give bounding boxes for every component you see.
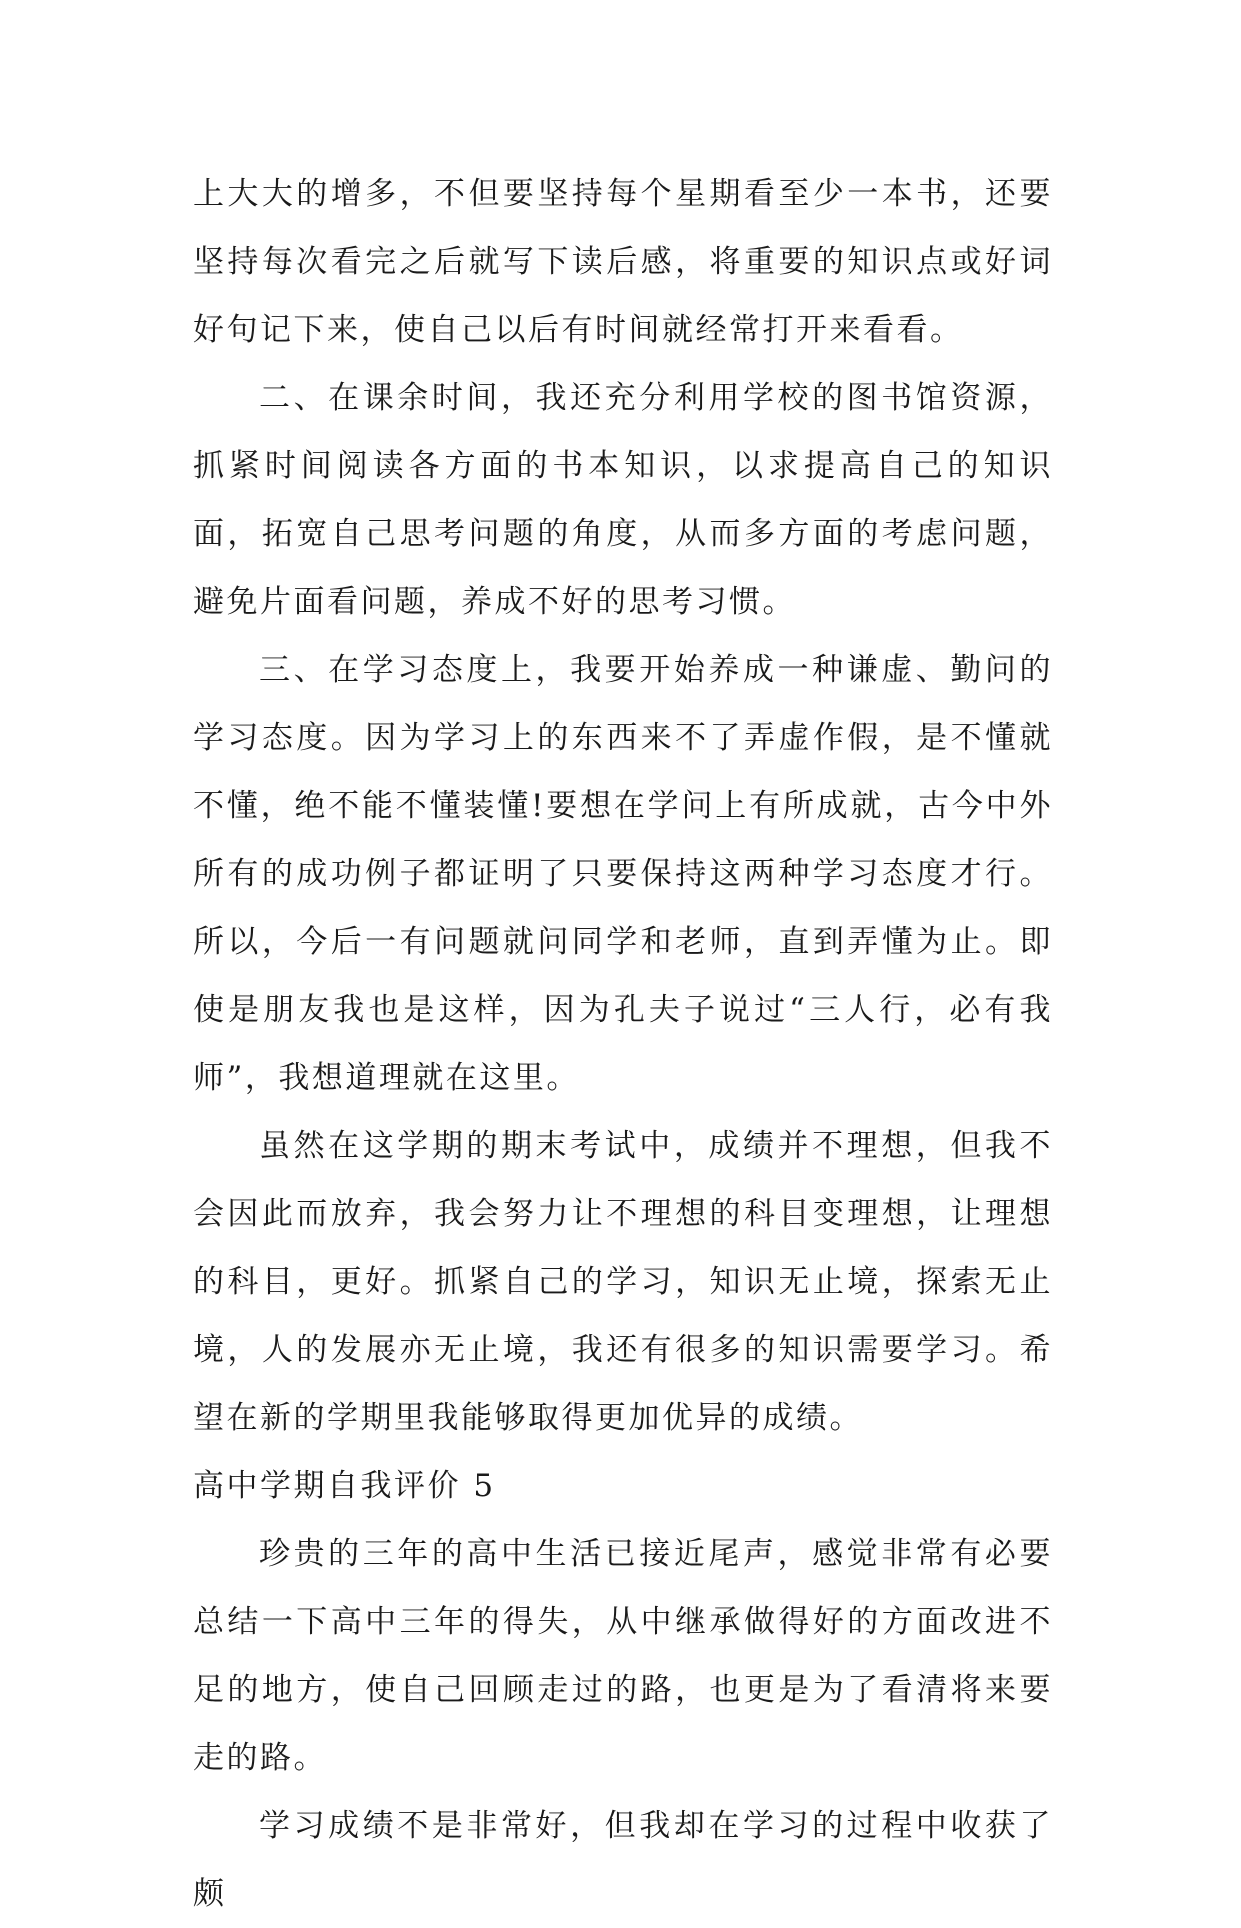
paragraph-study-attitude: 三、在学习态度上，我要开始养成一种谦虚、勤问的学习态度。因为学习上的东西来不了弄虚作假，是不懂就不懂，绝不能不懂装懂!要想在学问上有所成就，古今中外所有的成功例子都证明了只要保持这两种学习态度才行。所以，今后一有问题就问同学和老师，直到弄懂为止。即使是朋友我也是这样，因为孔夫子说过“三人行，必有我师”，我想道理就在这里。 [193, 652, 1053, 1096]
paragraph-reading-habits: 上大大的增多，不但要坚持每个星期看至少一本书，还要坚持每次看完之后就写下读后感，将重要的知识点或好词好句记下来，使自己以后有时间就经常打开来看看。 [193, 176, 1053, 348]
section-heading: 高中学期自我评价 5 [193, 1468, 496, 1504]
paragraph-study-results: 学习成绩不是非常好，但我却在学习的过程中收获了颇 [193, 1808, 1053, 1912]
paragraph-high-school-summary: 珍贵的三年的高中生活已接近尾声，感觉非常有必要总结一下高中三年的得失，从中继承做得好的方面改进不足的地方，使自己回顾走过的路，也更是为了看清将来要走的路。 [193, 1536, 1053, 1776]
paragraph-exam-reflection: 虽然在这学期的期末考试中，成绩并不理想，但我不会因此而放弃，我会努力让不理想的科目变理想，让理想的科目，更好。抓紧自己的学习，知识无止境，探索无止境，人的发展亦无止境，我还有很多的知识需要学习。希望在新的学期里我能够取得更加优异的成绩。 [193, 1128, 1053, 1436]
document-page [193, 160, 1053, 1928]
paragraph-library-resources: 二、在课余时间，我还充分利用学校的图书馆资源，抓紧时间阅读各方面的书本知识，以求提高自己的知识面，拓宽自己思考问题的角度，从而多方面的考虑问题，避免片面看问题，养成不好的思考习惯。 [193, 380, 1053, 620]
